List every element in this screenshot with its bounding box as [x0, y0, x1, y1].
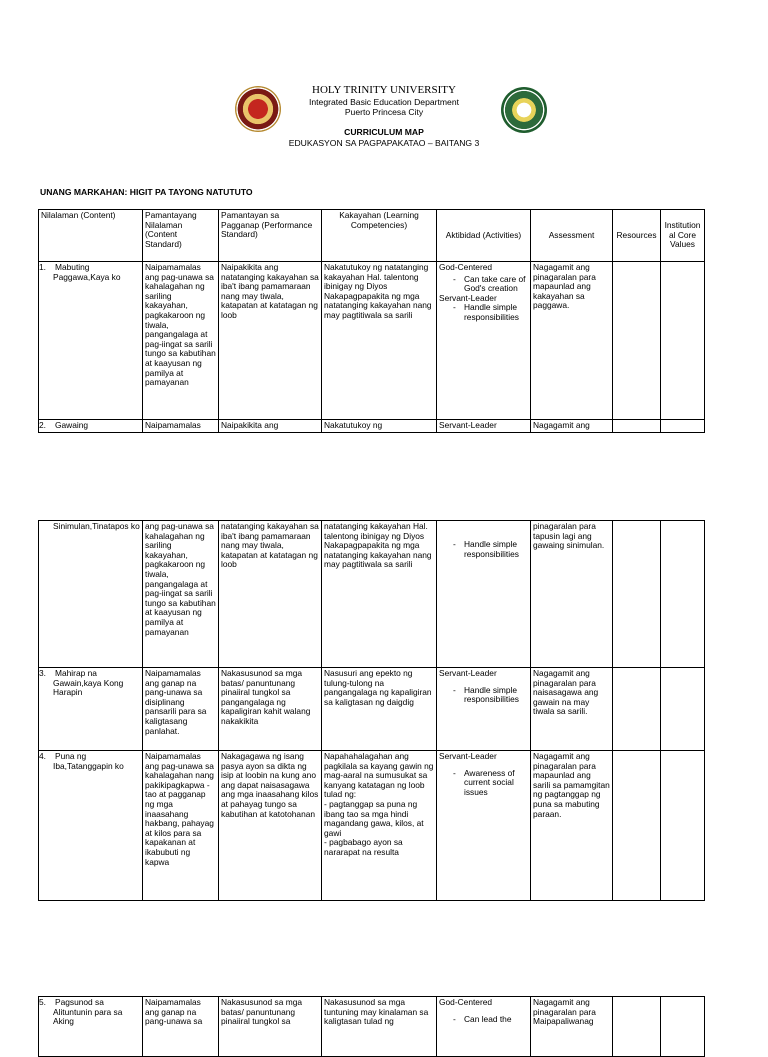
activity-heading: Servant-Leader	[439, 668, 497, 678]
header-competencies: Kakayahan (Learning Competencies)	[322, 210, 437, 262]
competencies-cell: Napahahalagahan ang pagkilala sa kayang gawin ng mag-aaral na sumusukat sa kanyang katatagan ng loob tulad ng: - pagtanggap sa puna ng ibang tao sa mga hindi magandang gawa, kilos, at gawi - pagbabago ayon sa nararapat na resulta	[322, 751, 437, 901]
activity-item: - Can take care of God's creation	[464, 275, 528, 294]
activity-item: - Handle simple responsibilities	[464, 540, 528, 559]
header-resources: Resources	[613, 210, 661, 262]
resources-cell	[613, 668, 661, 751]
assessment-cell: Nagagamit ang	[531, 420, 613, 433]
university-name: HOLY TRINITY UNIVERSITY	[312, 84, 456, 96]
activity-heading: Servant-Leader	[439, 751, 497, 761]
table-row	[39, 262, 705, 420]
resources-cell	[613, 262, 661, 420]
core-values-cell	[661, 521, 705, 668]
subject-title: EDUKASYON SA PAGPAPAKATAO – BAITANG 3	[288, 138, 480, 148]
content-standard-cell: Naipamamalas ang ganap na pang-unawa sa	[143, 997, 219, 1057]
city-name: Puerto Princesa City	[344, 107, 424, 117]
core-values-cell	[661, 420, 705, 433]
header-activities: Aktibidad (Activities)	[437, 210, 531, 262]
content-cell: 2. Gawaing	[39, 420, 143, 433]
table-row	[39, 521, 705, 668]
activity-item: - Can lead the	[464, 1015, 528, 1025]
content-cell: 4. Puna ng Iba,Tatanggapin ko	[39, 751, 143, 901]
performance-standard-cell: Nakasusunod sa mga batas/ panuntunang pinaiiral tungkol sa pangangalaga ng kapaligiran kahit walang nakakikita	[219, 668, 322, 751]
assessment-cell: Nagagamit ang pinagaralan para Maipapaliwanag	[531, 997, 613, 1057]
competencies-cell: natatanging kakayahan Hal. talentong ibinigay ng Diyos Nakapagpapakita ng mga natatanging kakayahan nang may pagtitiwala sa sarili	[322, 521, 437, 668]
content-cell: 3. Mahirap na Gawain,kaya Kong Harapin	[39, 668, 143, 751]
quarter-title: UNANG MARKAHAN: HIGIT PA TAYONG NATUTUTO	[40, 187, 253, 197]
assessment-cell: pinagaralan para tapusin lagi ang gawaing sinimulan.	[531, 521, 613, 668]
header-content-standard: Pamantayang Nilalaman (Content Standard)	[143, 210, 219, 262]
content-standard-cell: Naipamamalas ang ganap na pang-unawa sa disiplinang pansarili para sa kaligtasang panlahat.	[143, 668, 219, 751]
curriculum-table-segment-3	[38, 996, 705, 1057]
curriculum-table-segment-1	[38, 209, 705, 433]
competencies-cell: Nakatutukoy ng	[322, 420, 437, 433]
resources-cell	[613, 521, 661, 668]
department-name: Integrated Basic Education Department	[308, 97, 459, 107]
table-row	[39, 668, 705, 751]
performance-standard-cell: natatanging kakayahan sa iba't ibang pamamaraan nang may tiwala, katapatan at katatagan ng loob	[219, 521, 322, 668]
activities-cell	[437, 668, 531, 751]
document-title: CURRICULUM MAP	[344, 127, 424, 137]
assessment-cell: Nagagamit ang pinagaralan para naisasagawa ang gawain na may tiwala sa sarili.	[531, 668, 613, 751]
activity-item: - Handle simple responsibilities	[464, 303, 528, 322]
content-standard-cell: ang pag-unawa sa kahalagahan ng sariling kakayahan, pagkakaroon ng tiwala, pangangalaga at pag-iingat sa sarili tungo sa kabutihan at kaayusan ng pamilya at pamayanan	[143, 521, 219, 668]
assessment-cell: Nagagamit ang pinagaralan para mapaunlad ang kakayahan sa paggawa.	[531, 262, 613, 420]
activities-cell	[437, 997, 531, 1057]
curriculum-table-segment-2	[38, 520, 705, 901]
activity-heading: God-Centered	[439, 997, 493, 1007]
activities-cell: Servant-Leader	[437, 420, 531, 433]
header-assessment: Assessment	[531, 210, 613, 262]
header-content: Nilalaman (Content)	[39, 210, 143, 262]
content-cell: 5. Pagsunod sa Alituntunin para sa Aking	[39, 997, 143, 1057]
table-header-row	[39, 210, 705, 262]
resources-cell	[613, 751, 661, 901]
content-cell: 1. Mabuting Paggawa,Kaya ko	[39, 262, 143, 420]
competencies-cell: Nakasusunod sa mga tuntuning may kinalaman sa kaligtasan tulad ng	[322, 997, 437, 1057]
performance-standard-cell: Naipakikita ang natatanging kakayahan sa iba't ibang pamamaraan nang may tiwala, katapatan at katatagan ng loob	[219, 262, 322, 420]
table-row	[39, 751, 705, 901]
table-row	[39, 997, 705, 1057]
performance-standard-cell: Nakagagawa ng isang pasya ayon sa dikta ng isip at loobin na kung ano ang dapat naisasagawa ang mga inaasahang kilos at pahayag tungo sa kabutihan at katotohanan	[219, 751, 322, 901]
activity-item: - Handle simple responsibilities	[464, 686, 528, 705]
core-values-cell	[661, 668, 705, 751]
core-values-cell	[661, 751, 705, 901]
activities-cell	[437, 262, 531, 420]
activity-heading: Servant-Leader	[439, 292, 497, 303]
activities-cell	[437, 521, 531, 668]
table-row	[39, 420, 705, 433]
competencies-cell: Nasusuri ang epekto ng tulung-tulong na pangangalaga ng kapaligiran sa kaligtasan ng daigdig	[322, 668, 437, 751]
core-values-cell	[661, 997, 705, 1057]
content-standard-cell: Naipamamalas ang pag-unawa sa kahalagahan ng sariling kakayahan, pagkakaroon ng tiwala, pangangalaga at pag-iingat sa sarili tungo sa kabutihan at kaayusan ng pamilya at pamayanan	[143, 262, 219, 420]
assessment-cell: Nagagamit ang pinagaralan para mapaunlad ang sarili sa pamamgitan ng pagtanggap ng puna sa mabuting paraan.	[531, 751, 613, 901]
header-performance-standard: Pamantayan sa Pagganap (Performance Standard)	[219, 210, 322, 262]
content-standard-cell: Naipamamalas	[143, 420, 219, 433]
core-values-cell	[661, 262, 705, 420]
activity-item: - Awareness of current social issues	[464, 769, 528, 798]
content-cell: Sinimulan,Tinatapos ko	[39, 521, 143, 668]
performance-standard-cell: Nakasusunod sa mga batas/ panuntunang pinaiiral tungkol sa	[219, 997, 322, 1057]
competencies-cell: Nakatutukoy ng natatanging kakayahan Hal. talentong ibinigay ng Diyos Nakapagpapakita ng mga natatanging kakayahan nang may pagtitiwala sa sarili	[322, 262, 437, 420]
content-standard-cell: Naipamamalas ang pag-unawa sa kahalagahan nang pakikipagkapwa -tao at pagganap ng mga inaasahang hakbang, pahayag at kilos para sa kapakanan at ikabubuti ng kapwa	[143, 751, 219, 901]
activity-heading: God-Centered	[439, 262, 493, 272]
header-core-values: Institutional Core Values	[661, 210, 705, 262]
activities-cell	[437, 751, 531, 901]
resources-cell	[613, 997, 661, 1057]
resources-cell	[613, 420, 661, 433]
performance-standard-cell: Naipakikita ang	[219, 420, 322, 433]
